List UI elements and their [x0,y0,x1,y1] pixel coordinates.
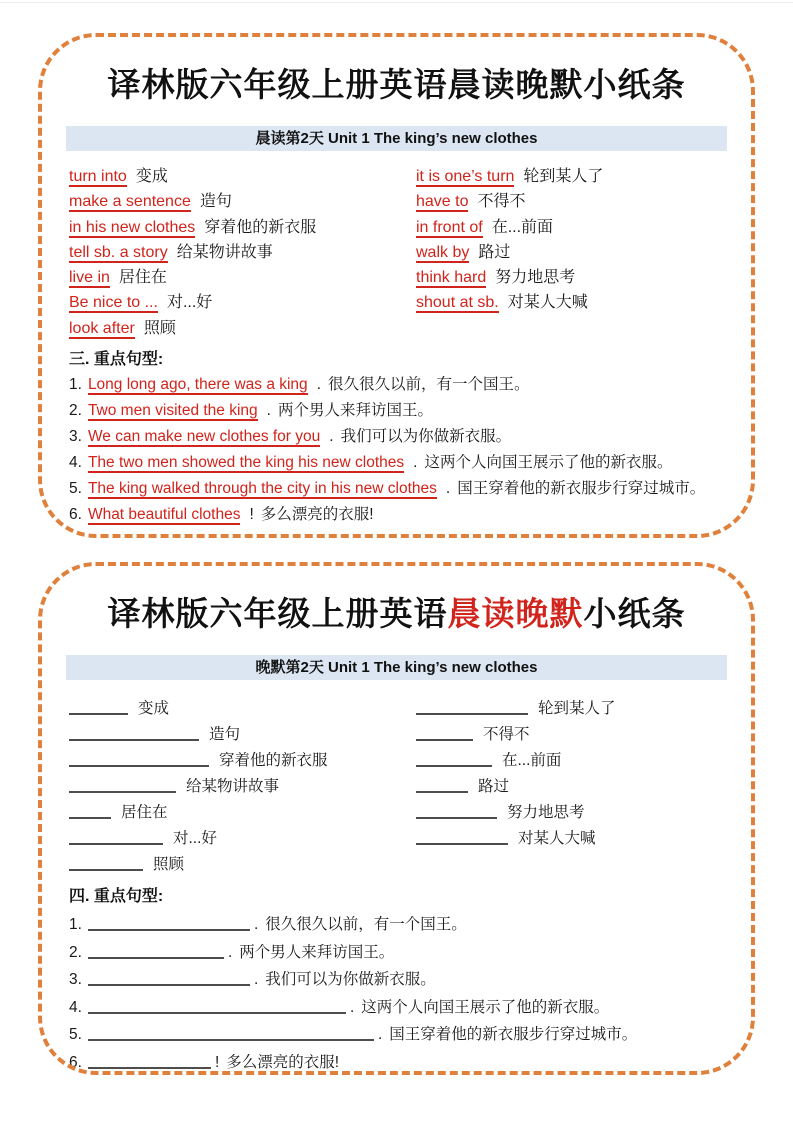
sentence-en: The two men showed the king his new clothes [87,454,405,472]
blank-cn: 给某物讲故事 [186,778,280,795]
vocab-en: think hard [416,269,487,287]
sentence-cn: 多么漂亮的衣服! [226,1053,340,1071]
answer-blank-line [69,855,143,871]
card2-blanks-left-column [69,696,416,878]
sentence-blank-row [69,966,741,994]
vocab-cn: 对某人大喊 [507,294,588,312]
answer-blank-line [88,1025,374,1041]
sentence-blank-row [69,994,741,1022]
sentence-cn: 我们可以为你做新衣服。 [340,428,512,446]
card1-sentences [69,372,741,528]
sentence-punct: . [253,916,259,933]
vocab-cn: 路过 [478,243,511,261]
card2-blanks-right-column [416,696,741,878]
blank-cn: 照顾 [153,856,185,873]
sentence-blank-row [69,939,741,967]
sentence-blank-row [69,1021,741,1049]
vocab-cn: 对...好 [166,294,213,312]
blank-item [416,800,741,826]
vocab-cn: 在...前面 [491,218,554,236]
card2-title [42,588,751,635]
card1-unit-header: 晨读第2天 Unit 1 The king’s new clothes [66,126,727,151]
blank-cn: 变成 [138,700,170,717]
answer-blank-line [69,803,111,819]
blank-item [416,826,741,852]
sentence-cn: 两个男人来拜访国王。 [277,402,433,420]
sentence-number: 5. [69,1026,82,1043]
sentence-number: 5. [69,480,82,498]
sentence-cn: 国王穿着他的新衣服步行穿过城市。 [389,1026,638,1043]
vocab-cn: 穿着他的新衣服 [204,218,317,236]
sentence-en: We can make new clothes for you [87,428,321,446]
blank-item [416,774,741,800]
sentence-punct: . [413,454,418,472]
sentence-cn: 国王穿着他的新衣服步行穿过城市。 [457,480,706,498]
vocab-cn: 造句 [199,193,232,211]
blank-cn: 不得不 [483,726,530,743]
vocab-item [69,265,416,290]
vocab-en: in front of [416,218,483,236]
sentence-en: Long long ago, there was a king [87,376,308,394]
blank-cn: 对某人大喊 [518,830,596,847]
card1-vocab [69,164,741,341]
vocab-cn: 努力地思考 [495,269,576,287]
sentence-punct: . [266,402,271,420]
vocab-item [416,290,741,315]
card2-sentences [69,911,741,1075]
answer-blank-line [88,915,250,931]
answer-blank-line [416,777,468,793]
sentence-row [69,476,741,502]
sentence-number: 6. [69,506,82,524]
answer-blank-line [416,803,497,819]
answer-blank-line [416,751,492,767]
blank-item [416,722,741,748]
sentence-cn: 很久很久以前，有一个国王。 [265,916,467,933]
card1-title: 译林版六年级上册英语晨读晚默小纸条 [107,66,686,103]
answer-blank-line [69,829,163,845]
blank-cn: 在...前面 [502,752,562,769]
blank-cn: 对...好 [173,830,217,847]
answer-blank-line [69,699,128,715]
answer-blank-line [88,943,224,959]
vocab-item [69,215,416,240]
blank-item [69,696,416,722]
sentence-blank-row [69,911,741,939]
card2-title-suffix: 小纸条 [583,595,686,632]
blank-cn: 穿着他的新衣服 [219,752,328,769]
blank-cn: 造句 [209,726,241,743]
vocab-item [416,215,741,240]
sentence-punct: . [227,943,233,961]
vocab-en: tell sb. a story [69,243,168,261]
blank-cn: 努力地思考 [507,804,585,821]
sentence-number: 2. [69,943,82,961]
sentence-row [69,450,741,476]
answer-blank-line [88,998,346,1014]
sentence-punct: ! [249,506,254,524]
answer-blank-line [416,725,473,741]
vocab-cn: 照顾 [143,319,176,337]
sentence-punct: . [329,428,334,446]
sentence-row [69,502,741,528]
blank-cn: 轮到某人了 [538,700,616,717]
sentence-number: 4. [69,998,82,1016]
sentence-number: 1. [69,376,82,394]
card2-blanks [69,696,741,878]
vocab-item [416,164,741,189]
card1-vocab-right-column [416,164,741,341]
blank-item [416,696,741,722]
vocab-cn: 给某物讲故事 [176,243,273,261]
card1-vocab-left-column [69,164,416,341]
answer-blank-line [69,751,209,767]
card2-title-highlight: 晨读晚默 [447,595,584,632]
sentence-cn: 两个男人来拜访国王。 [239,943,395,961]
vocab-en: look after [69,319,135,337]
vocab-item [69,164,416,189]
vocab-en: make a sentence [69,193,191,211]
vocab-item [69,240,416,265]
vocab-en: it is one’s turn [416,168,515,185]
answer-blank-line [69,777,176,793]
blank-item [416,748,741,774]
vocab-cn: 变成 [135,168,168,185]
vocab-en: in his new clothes [69,218,196,236]
sentence-number: 6. [69,1053,82,1071]
vocab-en: live in [69,269,110,287]
answer-blank-line [88,970,250,986]
evening-dictation-card [38,562,755,1075]
answer-blank-line [88,1053,211,1069]
sentence-cn: 我们可以为你做新衣服。 [265,971,436,988]
answer-blank-line [416,829,508,845]
vocab-item [416,265,741,290]
vocab-cn: 不得不 [477,193,526,211]
blank-cn: 路过 [478,778,510,795]
blank-item [69,774,416,800]
sentence-row [69,424,741,450]
card2-section-heading: 四. 重点句型: [69,888,164,905]
morning-reading-card [38,33,755,538]
sentence-row [69,398,741,424]
vocab-item [69,316,416,341]
sentence-cn: 这两个人向国王展示了他的新衣服。 [424,454,673,472]
sentence-en: What beautiful clothes [87,506,241,524]
sentence-number: 4. [69,454,82,472]
blank-item [69,748,416,774]
sentence-cn: 很久很久以前，有一个国王。 [328,376,530,394]
sentence-number: 3. [69,428,82,446]
card2-title-prefix: 译林版六年级上册英语 [107,595,448,632]
sentence-punct: . [445,480,451,498]
sentence-en: Two men visited the king [87,402,258,420]
blank-item [69,852,416,878]
vocab-item [416,240,741,265]
blank-item [69,800,416,826]
sentence-row [69,372,741,398]
sentence-punct: . [349,998,355,1016]
answer-blank-line [416,699,528,715]
sentence-cn: 这两个人向国王展示了他的新衣服。 [361,998,610,1016]
vocab-en: shout at sb. [416,294,499,312]
sentence-en: The king walked through the city in his new clothes [87,480,437,498]
sentence-punct: . [253,971,259,988]
sentence-punct: ! [214,1053,220,1071]
sentence-number: 2. [69,402,82,420]
vocab-en: walk by [416,243,470,261]
card2-unit-header: 晚默第2天 Unit 1 The king’s new clothes [66,655,727,680]
blank-cn: 居住在 [121,804,168,821]
vocab-item [416,189,741,214]
vocab-cn: 居住在 [118,269,167,287]
vocab-item [69,189,416,214]
page-top-hairline [0,2,793,3]
sentence-number: 1. [69,916,82,933]
vocab-item [69,290,416,315]
sentence-punct: . [377,1026,383,1043]
sentence-blank-row [69,1049,741,1076]
vocab-en: turn into [69,168,127,185]
vocab-en: have to [416,193,469,211]
answer-blank-line [69,725,199,741]
blank-item [69,722,416,748]
sentence-number: 3. [69,971,82,988]
vocab-cn: 轮到某人了 [523,168,604,185]
sentence-cn: 多么漂亮的衣服! [260,506,374,524]
vocab-en: Be nice to ... [69,294,158,312]
blank-item [69,826,416,852]
sentence-punct: . [316,376,321,394]
card1-section-heading: 三. 重点句型: [69,351,164,369]
